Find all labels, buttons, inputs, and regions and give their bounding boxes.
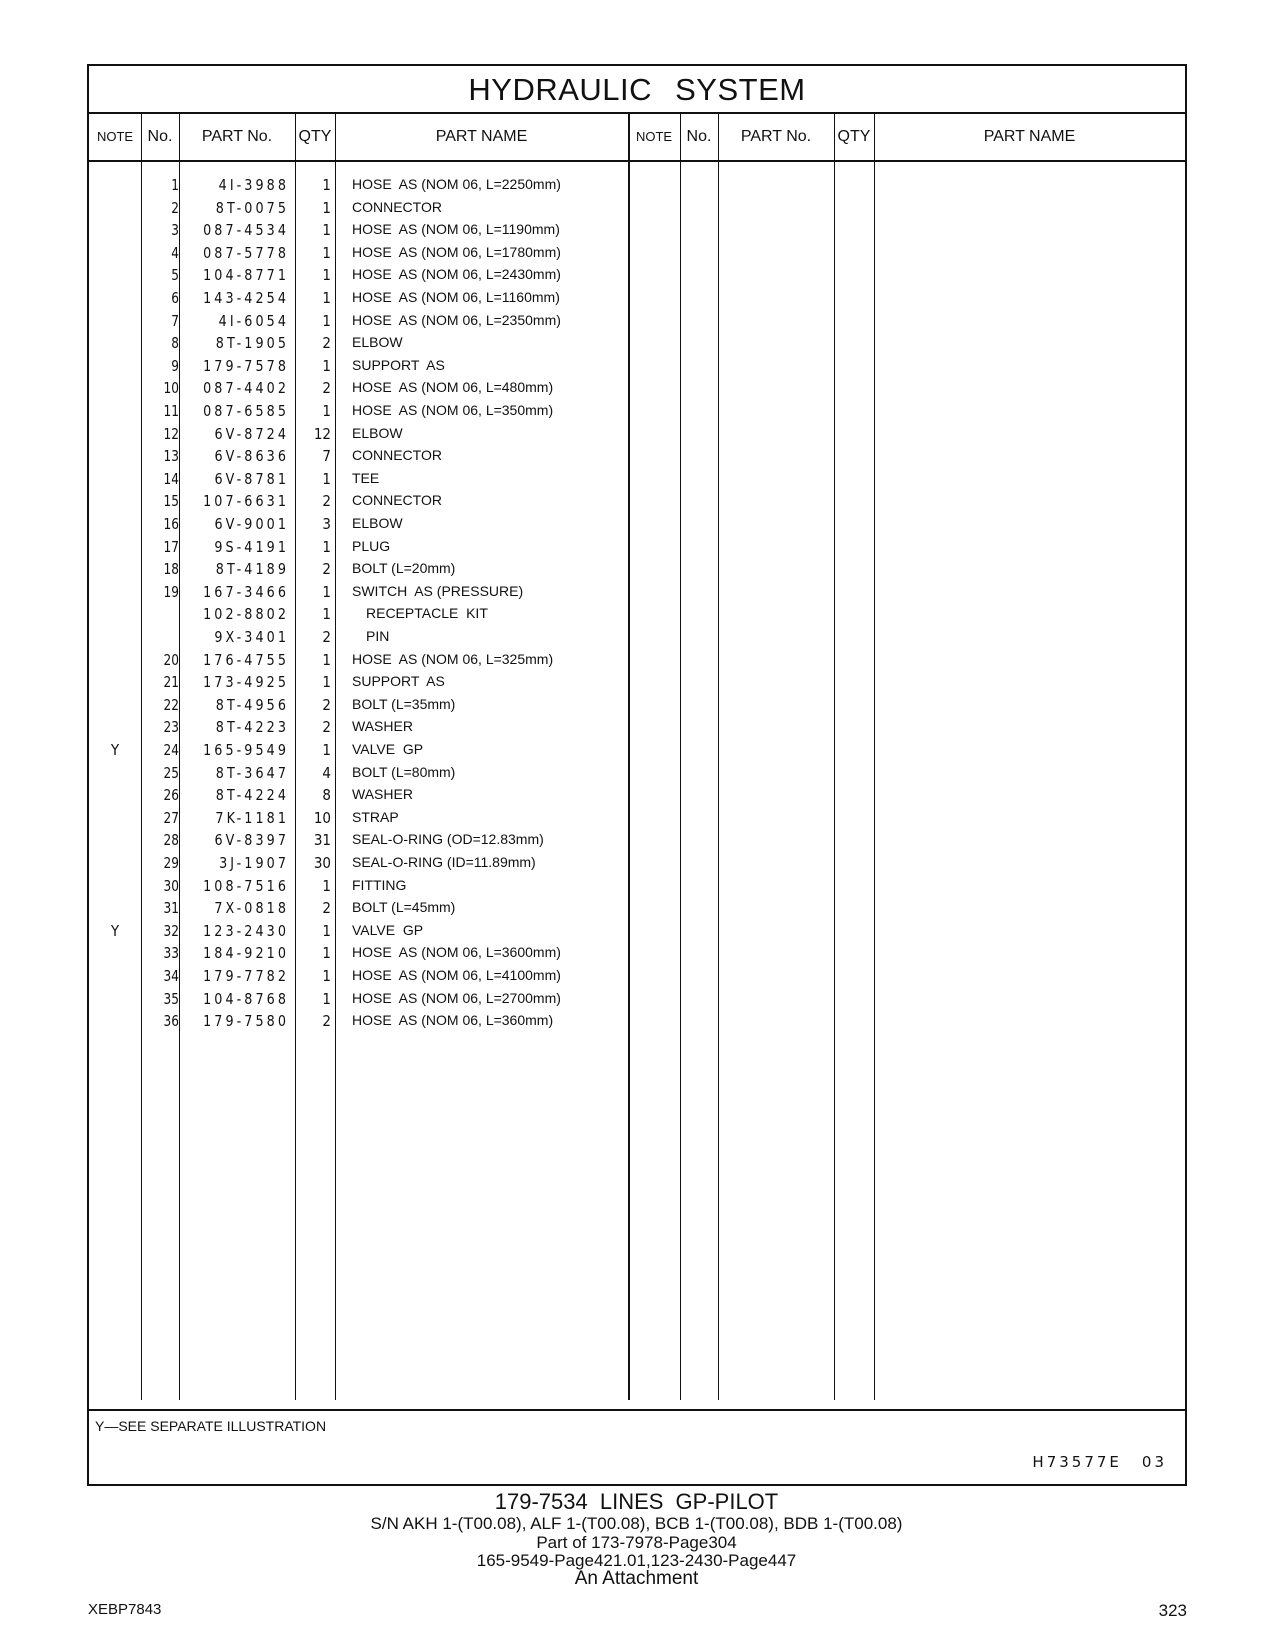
table-row [89,1012,1185,1035]
table-row [89,221,1185,244]
row-part-number: 179-7578 [203,356,289,375]
header-no-left: No. [147,128,173,145]
row-quantity: 1 [322,944,331,963]
row-part-number: 8T-4224 [215,786,289,805]
table-row [89,357,1185,380]
row-part-number: 087-4534 [203,221,289,240]
row-item-number: 18 [163,560,179,579]
row-quantity: 2 [322,492,331,511]
row-quantity: 1 [322,289,331,307]
row-quantity: 2 [322,379,331,398]
caption-title: 179-7534 LINES GP-PILOT [494,1489,779,1514]
table-row [89,809,1185,832]
table-row [89,266,1185,289]
row-part-number: 8T-3647 [215,763,289,782]
row-item-number: 24 [163,741,179,759]
table-row [89,289,1185,312]
row-item-number: 32 [163,921,179,940]
row-item-number: 13 [163,447,179,466]
row-item-number: 17 [163,537,179,556]
row-part-name: BOLT (L=45mm) [352,899,456,916]
row-part-name: HOSE AS (NOM 06, L=325mm) [352,650,554,667]
drawing-code-id: H73577E [1032,1453,1122,1471]
row-part-name: ELBOW [352,424,403,441]
header-no-right: No. [686,128,712,145]
row-quantity: 1 [322,266,331,285]
row-quantity: 12 [313,424,331,443]
row-part-number: 4I-3988 [218,176,289,194]
caption-references: 165-9549-Page421.01,123-2430-Page447 [476,1551,797,1570]
row-quantity: 31 [313,831,331,850]
table-row [89,967,1185,990]
row-part-number: 6V-8724 [214,424,289,443]
drawing-code-rev: 03 [1141,1453,1167,1471]
header-part-no-right: PART No. [740,128,812,145]
table-row [89,786,1185,809]
header-qty-right: QTY [837,128,871,145]
row-quantity: 30 [313,854,331,872]
table-row [89,764,1185,787]
row-item-number: 14 [163,469,179,488]
table-row [89,899,1185,922]
row-part-name: CONNECTOR [352,447,442,464]
row-quantity: 1 [322,311,331,330]
table-row [89,244,1185,267]
page-title: HYDRAULIC SYSTEM [89,66,1185,114]
row-item-number: 15 [163,492,179,511]
table-row [89,673,1185,696]
row-part-name: TEE [352,469,380,486]
row-quantity: 2 [322,899,331,918]
row-part-name: SUPPORT AS [352,673,445,690]
row-part-name: BOLT (L=35mm) [352,695,456,712]
row-quantity: 1 [322,989,331,1008]
row-part-name: HOSE AS (NOM 06, L=1780mm) [352,243,561,260]
row-item-number: 25 [163,763,179,782]
row-part-number: 179-7580 [203,1012,289,1031]
row-part-number: 179-7782 [203,967,289,985]
row-item-number: 20 [163,650,179,669]
row-part-number: 9X-3401 [214,628,289,646]
row-part-number: 9S-4191 [214,537,289,556]
row-part-number: 8T-4223 [215,718,289,737]
document-id: XEBP7843 [88,1601,162,1618]
row-part-number: 087-6585 [203,402,289,420]
row-part-number: 087-4402 [203,379,289,398]
row-quantity: 1 [322,741,331,759]
row-part-number: 107-6631 [203,492,289,511]
table-row [89,944,1185,967]
row-item-number: 19 [163,582,179,601]
page-number: 323 [1158,1601,1187,1620]
row-quantity: 8 [322,786,331,805]
row-item-number: 21 [163,673,179,692]
table-row [89,628,1185,651]
row-item-number: 34 [163,967,179,985]
row-part-name: HOSE AS (NOM 06, L=2430mm) [352,266,561,283]
row-part-name: HOSE AS (NOM 06, L=4100mm) [352,967,561,983]
row-quantity: 1 [322,537,331,556]
row-part-name: CONNECTOR [352,198,442,215]
row-quantity: 1 [322,673,331,692]
row-part-name: SEAL-O-RING (OD=12.83mm) [352,831,544,848]
table-row [89,922,1185,945]
row-part-name: VALVE GP [352,921,424,938]
row-quantity: 2 [322,1012,331,1031]
header-note-left: NOTE [96,129,134,144]
row-part-name: HOSE AS (NOM 06, L=350mm) [352,402,554,418]
row-quantity: 3 [322,515,331,533]
row-part-number: 165-9549 [203,741,289,759]
row-part-number: 104-8771 [203,266,289,285]
row-item-number: 9 [171,356,179,375]
row-part-name: CONNECTOR [352,492,442,509]
row-item-number: 29 [163,854,179,872]
row-part-number: 6V-8781 [214,469,289,488]
row-item-number: 30 [163,876,179,895]
row-part-number: 108-7516 [203,876,289,895]
table-row [89,492,1185,515]
row-part-number: 3J-1907 [219,854,289,872]
header-part-no-left: PART No. [201,128,273,145]
table-row [89,831,1185,854]
row-quantity: 1 [322,356,331,375]
table-row [89,651,1185,674]
row-item-number: 5 [171,266,179,285]
table-row [89,312,1185,335]
row-quantity: 4 [322,763,331,782]
row-quantity: 2 [322,560,331,579]
row-part-number: 123-2430 [203,921,289,940]
parts-list-frame [87,64,1187,1486]
row-quantity: 1 [322,243,331,262]
footnote: Y—SEE SEPARATE ILLUSTRATION [95,1418,327,1434]
row-item-number: 36 [163,1012,179,1031]
table-row [89,741,1185,764]
row-item-number: 31 [163,899,179,918]
row-part-number: 167-3466 [203,582,289,601]
row-item-number: 23 [163,718,179,737]
table-row [89,334,1185,357]
row-part-name: RECEPTACLE KIT [366,605,488,622]
row-quantity: 1 [322,402,331,420]
row-part-number: 8T-0075 [215,198,289,217]
table-row [89,538,1185,561]
row-part-number: 7X-0818 [214,899,289,918]
row-item-number: 28 [163,831,179,850]
row-part-name: ELBOW [352,334,403,351]
row-item-number: 6 [171,289,179,307]
header-part-name-right: PART NAME [983,128,1076,145]
table-row [89,990,1185,1013]
row-item-number: 12 [163,424,179,443]
row-part-name: HOSE AS (NOM 06, L=2700mm) [352,989,561,1006]
row-item-number: 16 [163,515,179,533]
table-row [89,470,1185,493]
table-row [89,515,1185,538]
row-part-number: 8T-4189 [215,560,289,579]
row-item-number: 2 [171,198,179,217]
row-item-number: 35 [163,989,179,1008]
table-row [89,605,1185,628]
row-part-number: 176-4755 [203,650,289,669]
row-part-number: 087-5778 [203,243,289,262]
table-row [89,854,1185,877]
row-part-number: 6V-8397 [214,831,289,850]
row-part-number: 4I-6054 [218,311,289,330]
row-quantity: 1 [322,221,331,240]
header-part-name-left: PART NAME [435,128,528,145]
row-part-name: PLUG [352,537,391,554]
row-quantity: 1 [322,582,331,601]
row-part-name: WASHER [352,718,413,735]
row-part-name: HOSE AS (NOM 06, L=480mm) [352,379,554,396]
row-note: Y [110,741,120,759]
row-quantity: 1 [322,650,331,669]
row-part-name: VALVE GP [352,741,424,757]
row-item-number: 27 [163,808,179,827]
row-part-number: 143-4254 [203,289,289,307]
row-part-name: BOLT (L=80mm) [352,763,456,780]
row-part-number: 8T-4956 [215,695,289,714]
row-item-number: 10 [163,379,179,398]
row-part-number: 173-4925 [203,673,289,692]
row-part-number: 6V-8636 [214,447,289,466]
row-part-name: BOLT (L=20mm) [352,560,456,577]
table-row [89,379,1185,402]
drawing-code [1012,1453,1167,1471]
row-note: Y [110,921,120,940]
table-row [89,425,1185,448]
row-part-name: PIN [366,628,390,644]
row-item-number: 26 [163,786,179,805]
row-quantity: 7 [322,447,331,466]
row-part-number: 7K-1181 [215,808,289,827]
table-bottom-rule [89,1409,1185,1411]
table-row [89,718,1185,741]
row-part-name: SEAL-O-RING (ID=11.89mm) [352,854,536,870]
row-quantity: 1 [322,605,331,624]
table-row [89,560,1185,583]
row-part-number: 6V-9001 [214,515,289,533]
table-row [89,447,1185,470]
row-item-number: 8 [171,334,179,353]
row-part-name: HOSE AS (NOM 06, L=3600mm) [352,944,561,961]
caption-part-of: Part of 173-7978-Page304 [536,1533,737,1552]
row-part-name: HOSE AS (NOM 06, L=2350mm) [352,311,561,328]
header-qty-left: QTY [298,128,332,145]
row-quantity: 2 [322,718,331,737]
row-quantity: 1 [322,469,331,488]
caption-attachment: An Attachment [574,1568,699,1589]
row-part-name: SWITCH AS (PRESSURE) [352,582,524,599]
row-quantity: 1 [322,967,331,985]
row-item-number: 22 [163,695,179,714]
row-part-name: STRAP [352,808,399,825]
row-item-number: 4 [171,243,179,262]
row-item-number: 3 [171,221,179,240]
row-part-number: 8T-1905 [215,334,289,353]
table-row [89,877,1185,900]
row-quantity: 1 [322,198,331,217]
row-part-name: HOSE AS (NOM 06, L=2250mm) [352,176,561,192]
row-part-name: HOSE AS (NOM 06, L=1190mm) [352,221,560,238]
row-part-number: 184-9210 [203,944,289,963]
table-header [89,114,1185,162]
row-quantity: 2 [322,334,331,353]
row-item-number: 33 [163,944,179,963]
row-part-name: WASHER [352,786,413,803]
row-part-number: 102-8802 [203,605,289,624]
row-quantity: 10 [313,808,331,827]
row-part-name: HOSE AS (NOM 06, L=1160mm) [352,289,560,305]
row-part-name: FITTING [352,876,407,893]
row-quantity: 1 [322,876,331,895]
row-part-name: HOSE AS (NOM 06, L=360mm) [352,1012,554,1029]
row-part-name: ELBOW [352,515,403,531]
row-part-number: 104-8768 [203,989,289,1008]
header-note-right: NOTE [635,129,673,144]
table-row [89,583,1185,606]
row-quantity: 1 [322,921,331,940]
row-part-name: SUPPORT AS [352,356,445,373]
table-row [89,696,1185,719]
caption-serials: S/N AKH 1-(T00.08), ALF 1-(T00.08), BCB 1-(T00.08), BDB 1-(T00.08) [370,1514,903,1533]
row-item-number: 7 [171,311,179,330]
row-quantity: 2 [322,628,331,646]
row-item-number: 11 [163,402,179,420]
table-row [89,199,1185,222]
row-quantity: 1 [322,176,331,194]
table-row [89,402,1185,425]
row-quantity: 2 [322,695,331,714]
row-item-number: 1 [171,176,179,194]
table-row [89,176,1185,199]
